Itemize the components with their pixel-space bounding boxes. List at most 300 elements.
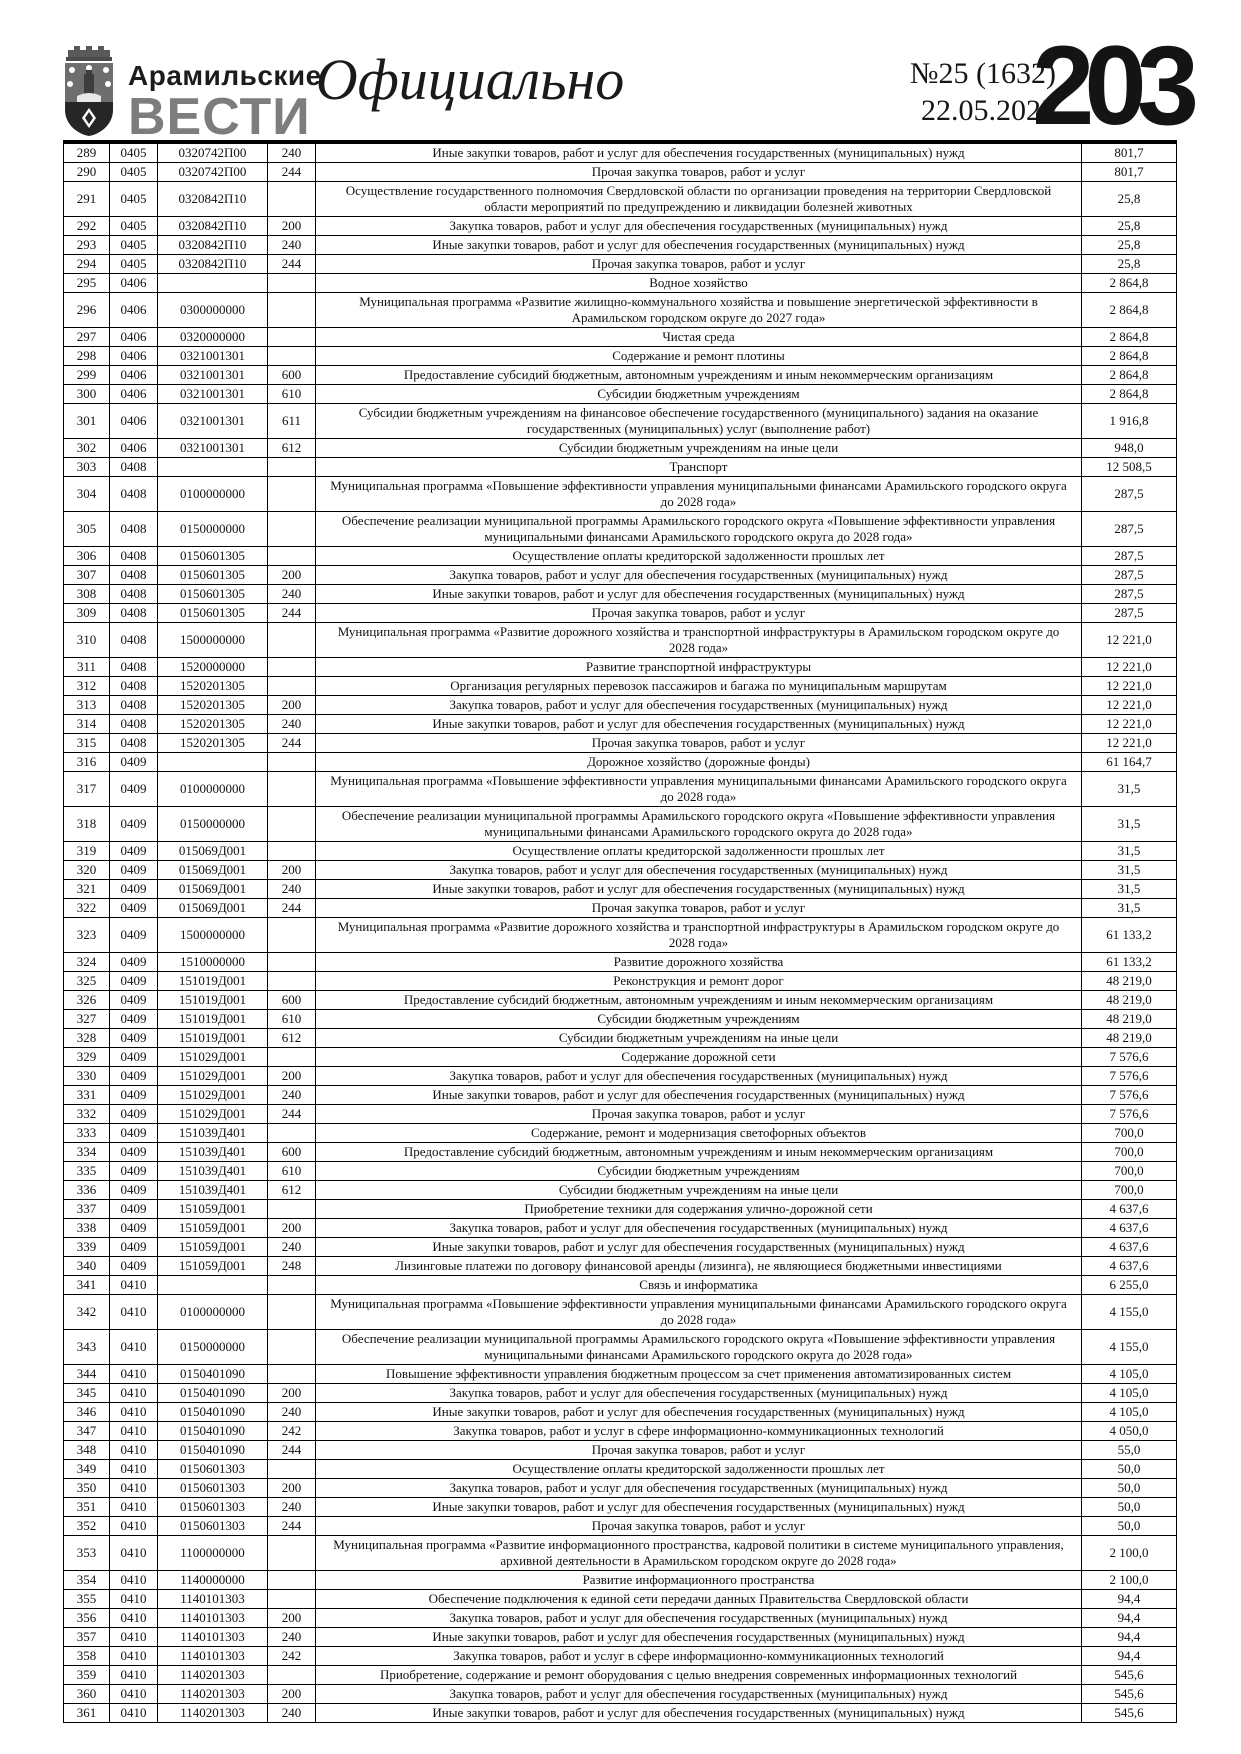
cell-row-number: 304	[64, 477, 110, 512]
cell-description: Субсидии бюджетным учреждениям на финансовое обеспечение государственного (муниципального) задания на оказание государственных (муниципальных) услуг (выполнение работ)	[316, 404, 1082, 439]
cell-expense-type	[268, 458, 316, 477]
cell-amount: 25,8	[1082, 182, 1177, 217]
cell-section-code: 0409	[110, 753, 158, 772]
cell-expense-type: 240	[268, 236, 316, 255]
cell-description: Повышение эффективности управления бюджетным процессом за счет применения автоматизированных систем	[316, 1365, 1082, 1384]
cell-row-number: 322	[64, 899, 110, 918]
cell-target-article: 0150401090	[158, 1441, 268, 1460]
cell-description: Прочая закупка товаров, работ и услуг	[316, 163, 1082, 182]
cell-amount: 50,0	[1082, 1460, 1177, 1479]
table-row	[64, 1666, 1177, 1685]
cell-expense-type: 200	[268, 1479, 316, 1498]
cell-section-code: 0410	[110, 1685, 158, 1704]
cell-expense-type	[268, 677, 316, 696]
cell-description: Приобретение техники для содержания улично-дорожной сети	[316, 1200, 1082, 1219]
cell-target-article: 1520000000	[158, 658, 268, 677]
cell-expense-type: 240	[268, 1704, 316, 1723]
budget-table-body	[64, 142, 1177, 1723]
cell-expense-type: 611	[268, 404, 316, 439]
cell-row-number: 337	[64, 1200, 110, 1219]
cell-description: Прочая закупка товаров, работ и услуг	[316, 1105, 1082, 1124]
table-row	[64, 623, 1177, 658]
table-row	[64, 1257, 1177, 1276]
cell-expense-type	[268, 1666, 316, 1685]
cell-description: Развитие информационного пространства	[316, 1571, 1082, 1590]
cell-target-article: 0320742П00	[158, 163, 268, 182]
cell-section-code: 0406	[110, 347, 158, 366]
cell-target-article: 1140201303	[158, 1704, 268, 1723]
cell-section-code: 0408	[110, 604, 158, 623]
cell-description: Муниципальная программа «Повышение эффективности управления муниципальными финансами Арамильского городского округа до 2028 года»	[316, 1295, 1082, 1330]
issue-date: 22.05.2025	[921, 93, 1056, 127]
cell-section-code: 0409	[110, 807, 158, 842]
cell-row-number: 306	[64, 547, 110, 566]
cell-row-number: 335	[64, 1162, 110, 1181]
cell-target-article: 1140101303	[158, 1647, 268, 1666]
cell-row-number: 315	[64, 734, 110, 753]
cell-row-number: 332	[64, 1105, 110, 1124]
cell-target-article: 0150401090	[158, 1365, 268, 1384]
cell-section-code: 0409	[110, 899, 158, 918]
cell-expense-type	[268, 1200, 316, 1219]
cell-target-article: 1140101303	[158, 1609, 268, 1628]
cell-target-article: 0150601303	[158, 1498, 268, 1517]
cell-description: Субсидии бюджетным учреждениям на иные цели	[316, 439, 1082, 458]
cell-section-code: 0410	[110, 1460, 158, 1479]
cell-description: Закупка товаров, работ и услуг для обеспечения государственных (муниципальных) нужд	[316, 1067, 1082, 1086]
cell-section-code: 0406	[110, 439, 158, 458]
table-row	[64, 1295, 1177, 1330]
cell-row-number: 323	[64, 918, 110, 953]
table-row	[64, 1067, 1177, 1086]
cell-target-article: 151019Д001	[158, 1010, 268, 1029]
cell-expense-type: 200	[268, 1384, 316, 1403]
cell-row-number: 330	[64, 1067, 110, 1086]
cell-description: Муниципальная программа «Развитие жилищно-коммунального хозяйства и повышение энергетической эффективности в Арамильском городском округе до 2027 года»	[316, 293, 1082, 328]
cell-amount: 12 221,0	[1082, 715, 1177, 734]
cell-expense-type: 200	[268, 217, 316, 236]
cell-amount: 48 219,0	[1082, 972, 1177, 991]
cell-target-article: 151039Д401	[158, 1162, 268, 1181]
cell-section-code: 0408	[110, 547, 158, 566]
cell-amount: 287,5	[1082, 512, 1177, 547]
cell-amount: 545,6	[1082, 1704, 1177, 1723]
cell-row-number: 342	[64, 1295, 110, 1330]
cell-target-article: 151019Д001	[158, 1029, 268, 1048]
cell-target-article: 1140101303	[158, 1590, 268, 1609]
table-row	[64, 1536, 1177, 1571]
cell-section-code: 0409	[110, 1219, 158, 1238]
table-row	[64, 1238, 1177, 1257]
cell-amount: 31,5	[1082, 772, 1177, 807]
budget-table	[63, 140, 1177, 1723]
cell-amount: 4 105,0	[1082, 1365, 1177, 1384]
cell-amount: 12 508,5	[1082, 458, 1177, 477]
cell-description: Закупка товаров, работ и услуг для обеспечения государственных (муниципальных) нужд	[316, 566, 1082, 585]
cell-description: Организация регулярных перевозок пассажиров и багажа по муниципальным маршрутам	[316, 677, 1082, 696]
cell-section-code: 0409	[110, 1257, 158, 1276]
cell-amount: 2 864,8	[1082, 293, 1177, 328]
cell-amount: 700,0	[1082, 1143, 1177, 1162]
cell-row-number: 295	[64, 274, 110, 293]
cell-expense-type: 600	[268, 366, 316, 385]
cell-section-code: 0410	[110, 1704, 158, 1723]
cell-amount: 287,5	[1082, 566, 1177, 585]
table-row	[64, 1162, 1177, 1181]
coat-of-arms-icon	[60, 44, 118, 136]
cell-section-code: 0406	[110, 385, 158, 404]
cell-section-code: 0405	[110, 163, 158, 182]
table-row	[64, 772, 1177, 807]
cell-target-article: 0150601305	[158, 547, 268, 566]
cell-row-number: 348	[64, 1441, 110, 1460]
cell-description: Закупка товаров, работ и услуг для обеспечения государственных (муниципальных) нужд	[316, 1219, 1082, 1238]
cell-amount: 31,5	[1082, 861, 1177, 880]
cell-expense-type	[268, 182, 316, 217]
cell-section-code: 0409	[110, 1181, 158, 1200]
cell-section-code: 0406	[110, 293, 158, 328]
table-row	[64, 328, 1177, 347]
cell-amount: 2 864,8	[1082, 274, 1177, 293]
cell-section-code: 0405	[110, 255, 158, 274]
cell-target-article: 1520201305	[158, 677, 268, 696]
cell-amount: 7 576,6	[1082, 1086, 1177, 1105]
cell-expense-type: 200	[268, 696, 316, 715]
cell-target-article: 1140201303	[158, 1666, 268, 1685]
cell-target-article: 0150401090	[158, 1403, 268, 1422]
cell-target-article: 151039Д401	[158, 1181, 268, 1200]
cell-section-code: 0410	[110, 1590, 158, 1609]
cell-expense-type	[268, 918, 316, 953]
cell-target-article: 0100000000	[158, 772, 268, 807]
cell-target-article: 1510000000	[158, 953, 268, 972]
cell-expense-type	[268, 807, 316, 842]
cell-target-article: 151059Д001	[158, 1257, 268, 1276]
table-row	[64, 991, 1177, 1010]
cell-target-article: 0321001301	[158, 366, 268, 385]
cell-expense-type: 240	[268, 1628, 316, 1647]
cell-description: Прочая закупка товаров, работ и услуг	[316, 1441, 1082, 1460]
cell-row-number: 347	[64, 1422, 110, 1441]
cell-section-code: 0408	[110, 585, 158, 604]
cell-description: Предоставление субсидий бюджетным, автономным учреждениям и иным некоммерческим организациям	[316, 366, 1082, 385]
masthead	[0, 0, 1241, 148]
cell-description: Развитие дорожного хозяйства	[316, 953, 1082, 972]
cell-amount: 7 576,6	[1082, 1105, 1177, 1124]
cell-section-code: 0409	[110, 861, 158, 880]
cell-target-article: 1520201305	[158, 715, 268, 734]
cell-description: Иные закупки товаров, работ и услуг для обеспечения государственных (муниципальных) нужд	[316, 585, 1082, 604]
cell-section-code: 0409	[110, 842, 158, 861]
cell-amount: 2 864,8	[1082, 347, 1177, 366]
table-row	[64, 236, 1177, 255]
cell-description: Предоставление субсидий бюджетным, автономным учреждениям и иным некоммерческим организациям	[316, 991, 1082, 1010]
cell-row-number: 334	[64, 1143, 110, 1162]
cell-description: Закупка товаров, работ и услуг для обеспечения государственных (муниципальных) нужд	[316, 217, 1082, 236]
table-row	[64, 566, 1177, 585]
cell-row-number: 343	[64, 1330, 110, 1365]
cell-description: Иные закупки товаров, работ и услуг для обеспечения государственных (муниципальных) нужд	[316, 1086, 1082, 1105]
cell-description: Обеспечение подключения к единой сети передачи данных Правительства Свердловской области	[316, 1590, 1082, 1609]
cell-row-number: 326	[64, 991, 110, 1010]
cell-section-code: 0409	[110, 1124, 158, 1143]
cell-row-number: 312	[64, 677, 110, 696]
cell-section-code: 0409	[110, 1162, 158, 1181]
cell-target-article: 0150601303	[158, 1517, 268, 1536]
cell-section-code: 0409	[110, 1200, 158, 1219]
cell-section-code: 0409	[110, 1105, 158, 1124]
cell-target-article: 0150601303	[158, 1479, 268, 1498]
cell-section-code: 0406	[110, 328, 158, 347]
cell-section-code: 0409	[110, 972, 158, 991]
table-row	[64, 347, 1177, 366]
cell-section-code: 0410	[110, 1365, 158, 1384]
cell-expense-type	[268, 293, 316, 328]
cell-row-number: 352	[64, 1517, 110, 1536]
cell-expense-type	[268, 274, 316, 293]
cell-expense-type	[268, 477, 316, 512]
page-number: 203	[1032, 23, 1189, 148]
cell-description: Приобретение, содержание и ремонт оборудования с целью внедрения современных информационных технологий	[316, 1666, 1082, 1685]
cell-description: Иные закупки товаров, работ и услуг для обеспечения государственных (муниципальных) нужд	[316, 715, 1082, 734]
cell-amount: 48 219,0	[1082, 991, 1177, 1010]
cell-row-number: 339	[64, 1238, 110, 1257]
cell-target-article: 0150000000	[158, 512, 268, 547]
cell-row-number: 358	[64, 1647, 110, 1666]
table-row	[64, 274, 1177, 293]
cell-row-number: 314	[64, 715, 110, 734]
cell-row-number: 300	[64, 385, 110, 404]
cell-amount: 287,5	[1082, 547, 1177, 566]
cell-target-article	[158, 274, 268, 293]
table-row	[64, 861, 1177, 880]
cell-target-article: 0320000000	[158, 328, 268, 347]
cell-row-number: 307	[64, 566, 110, 585]
cell-target-article: 0320842П10	[158, 236, 268, 255]
budget-table-container	[63, 140, 1176, 1723]
cell-expense-type	[268, 953, 316, 972]
cell-amount: 7 576,6	[1082, 1067, 1177, 1086]
cell-description: Осуществление оплаты кредиторской задолженности прошлых лет	[316, 1460, 1082, 1479]
cell-description: Муниципальная программа «Развитие информационного пространства, кадровой политики в системе муниципального управления, архивной деятельности в Арамильском городском округе до 2028 года»	[316, 1536, 1082, 1571]
cell-amount: 12 221,0	[1082, 677, 1177, 696]
table-row	[64, 1010, 1177, 1029]
cell-expense-type: 240	[268, 715, 316, 734]
cell-section-code: 0409	[110, 991, 158, 1010]
table-row	[64, 1330, 1177, 1365]
cell-description: Содержание, ремонт и модернизация светофорных объектов	[316, 1124, 1082, 1143]
cell-target-article: 0321001301	[158, 385, 268, 404]
cell-description: Субсидии бюджетным учреждениям	[316, 385, 1082, 404]
table-row	[64, 972, 1177, 991]
cell-expense-type	[268, 1048, 316, 1067]
cell-target-article: 015069Д001	[158, 861, 268, 880]
cell-target-article: 1500000000	[158, 623, 268, 658]
cell-target-article: 015069Д001	[158, 842, 268, 861]
table-row	[64, 366, 1177, 385]
cell-target-article: 015069Д001	[158, 880, 268, 899]
cell-section-code: 0409	[110, 1086, 158, 1105]
table-row	[64, 1517, 1177, 1536]
cell-section-code: 0409	[110, 1238, 158, 1257]
cell-row-number: 354	[64, 1571, 110, 1590]
cell-expense-type	[268, 1295, 316, 1330]
cell-section-code: 0409	[110, 880, 158, 899]
cell-expense-type: 240	[268, 1498, 316, 1517]
cell-target-article: 0150000000	[158, 1330, 268, 1365]
table-row	[64, 1048, 1177, 1067]
cell-section-code: 0408	[110, 677, 158, 696]
cell-description: Субсидии бюджетным учреждениям	[316, 1010, 1082, 1029]
cell-expense-type: 244	[268, 1441, 316, 1460]
cell-target-article: 151039Д401	[158, 1124, 268, 1143]
cell-description: Иные закупки товаров, работ и услуг для обеспечения государственных (муниципальных) нужд	[316, 1403, 1082, 1422]
cell-expense-type: 240	[268, 1403, 316, 1422]
cell-target-article: 0320742П00	[158, 142, 268, 163]
cell-row-number: 297	[64, 328, 110, 347]
cell-row-number: 321	[64, 880, 110, 899]
cell-section-code: 0410	[110, 1384, 158, 1403]
cell-row-number: 331	[64, 1086, 110, 1105]
cell-section-code: 0408	[110, 658, 158, 677]
table-row	[64, 1590, 1177, 1609]
cell-amount: 48 219,0	[1082, 1029, 1177, 1048]
cell-target-article: 151039Д401	[158, 1143, 268, 1162]
cell-target-article: 151059Д001	[158, 1238, 268, 1257]
table-row	[64, 142, 1177, 163]
cell-amount: 4 050,0	[1082, 1422, 1177, 1441]
table-row	[64, 953, 1177, 972]
cell-description: Закупка товаров, работ и услуг для обеспечения государственных (муниципальных) нужд	[316, 1384, 1082, 1403]
cell-amount: 61 133,2	[1082, 918, 1177, 953]
cell-target-article: 1520201305	[158, 734, 268, 753]
cell-amount: 48 219,0	[1082, 1010, 1177, 1029]
cell-amount: 4 637,6	[1082, 1219, 1177, 1238]
cell-expense-type: 240	[268, 1086, 316, 1105]
cell-expense-type	[268, 1590, 316, 1609]
cell-expense-type	[268, 658, 316, 677]
cell-expense-type	[268, 1124, 316, 1143]
cell-description: Муниципальная программа «Повышение эффективности управления муниципальными финансами Арамильского городского округа до 2028 года»	[316, 772, 1082, 807]
cell-amount: 2 864,8	[1082, 385, 1177, 404]
table-row	[64, 1628, 1177, 1647]
cell-row-number: 361	[64, 1704, 110, 1723]
table-row	[64, 1200, 1177, 1219]
cell-row-number: 310	[64, 623, 110, 658]
cell-amount: 7 576,6	[1082, 1048, 1177, 1067]
cell-row-number: 316	[64, 753, 110, 772]
cell-amount: 801,7	[1082, 142, 1177, 163]
cell-row-number: 319	[64, 842, 110, 861]
cell-row-number: 359	[64, 1666, 110, 1685]
cell-description: Прочая закупка товаров, работ и услуг	[316, 255, 1082, 274]
cell-section-code: 0408	[110, 477, 158, 512]
table-row	[64, 1403, 1177, 1422]
cell-section-code: 0408	[110, 715, 158, 734]
cell-section-code: 0409	[110, 1010, 158, 1029]
cell-target-article: 0150000000	[158, 807, 268, 842]
cell-amount: 6 255,0	[1082, 1276, 1177, 1295]
cell-row-number: 308	[64, 585, 110, 604]
cell-amount: 31,5	[1082, 899, 1177, 918]
cell-section-code: 0410	[110, 1403, 158, 1422]
cell-amount: 61 164,7	[1082, 753, 1177, 772]
cell-description: Закупка товаров, работ и услуг для обеспечения государственных (муниципальных) нужд	[316, 1685, 1082, 1704]
cell-description: Закупка товаров, работ и услуг в сфере информационно-коммуникационных технологий	[316, 1422, 1082, 1441]
table-row	[64, 1365, 1177, 1384]
table-row	[64, 807, 1177, 842]
cell-description: Реконструкция и ремонт дорог	[316, 972, 1082, 991]
cell-row-number: 336	[64, 1181, 110, 1200]
cell-section-code: 0410	[110, 1571, 158, 1590]
table-row	[64, 182, 1177, 217]
cell-section-code: 0410	[110, 1441, 158, 1460]
table-row	[64, 1105, 1177, 1124]
cell-row-number: 296	[64, 293, 110, 328]
cell-expense-type: 244	[268, 899, 316, 918]
cell-target-article: 0321001301	[158, 404, 268, 439]
cell-target-article: 0150601303	[158, 1460, 268, 1479]
cell-expense-type	[268, 1571, 316, 1590]
cell-description: Прочая закупка товаров, работ и услуг	[316, 604, 1082, 623]
cell-expense-type: 240	[268, 585, 316, 604]
cell-expense-type: 200	[268, 566, 316, 585]
table-row	[64, 1124, 1177, 1143]
cell-amount: 1 916,8	[1082, 404, 1177, 439]
cell-amount: 12 221,0	[1082, 734, 1177, 753]
cell-amount: 61 133,2	[1082, 953, 1177, 972]
cell-row-number: 302	[64, 439, 110, 458]
cell-expense-type	[268, 1276, 316, 1295]
cell-description: Обеспечение реализации муниципальной программы Арамильского городского округа «Повышение эффективности управления муниципальными финансами Арамильского городского округа до 2028 года»	[316, 512, 1082, 547]
cell-section-code: 0410	[110, 1536, 158, 1571]
cell-row-number: 351	[64, 1498, 110, 1517]
cell-row-number: 345	[64, 1384, 110, 1403]
cell-expense-type: 244	[268, 734, 316, 753]
table-row	[64, 1571, 1177, 1590]
cell-description: Иные закупки товаров, работ и услуг для обеспечения государственных (муниципальных) нужд	[316, 1238, 1082, 1257]
cell-target-article: 0100000000	[158, 477, 268, 512]
cell-expense-type: 200	[268, 1685, 316, 1704]
cell-expense-type: 240	[268, 142, 316, 163]
cell-expense-type	[268, 623, 316, 658]
cell-amount: 12 221,0	[1082, 623, 1177, 658]
table-row	[64, 753, 1177, 772]
cell-amount: 94,4	[1082, 1647, 1177, 1666]
cell-target-article: 151019Д001	[158, 972, 268, 991]
cell-row-number: 329	[64, 1048, 110, 1067]
cell-target-article: 151029Д001	[158, 1086, 268, 1105]
cell-target-article: 1100000000	[158, 1536, 268, 1571]
cell-expense-type	[268, 347, 316, 366]
cell-section-code: 0405	[110, 236, 158, 255]
issue-number: №25 (1632)	[909, 57, 1056, 90]
cell-section-code: 0410	[110, 1517, 158, 1536]
cell-target-article: 151019Д001	[158, 991, 268, 1010]
cell-expense-type: 244	[268, 1517, 316, 1536]
table-row	[64, 880, 1177, 899]
cell-target-article: 0321001301	[158, 439, 268, 458]
brand-name-bottom: ВЕСТИ	[128, 88, 311, 146]
cell-expense-type: 244	[268, 604, 316, 623]
cell-description: Содержание и ремонт плотины	[316, 347, 1082, 366]
cell-target-article: 1140101303	[158, 1628, 268, 1647]
cell-target-article: 0150601305	[158, 566, 268, 585]
cell-target-article: 151029Д001	[158, 1048, 268, 1067]
cell-expense-type	[268, 1330, 316, 1365]
cell-section-code: 0410	[110, 1647, 158, 1666]
brand-name-top: Арамильские	[128, 60, 322, 91]
